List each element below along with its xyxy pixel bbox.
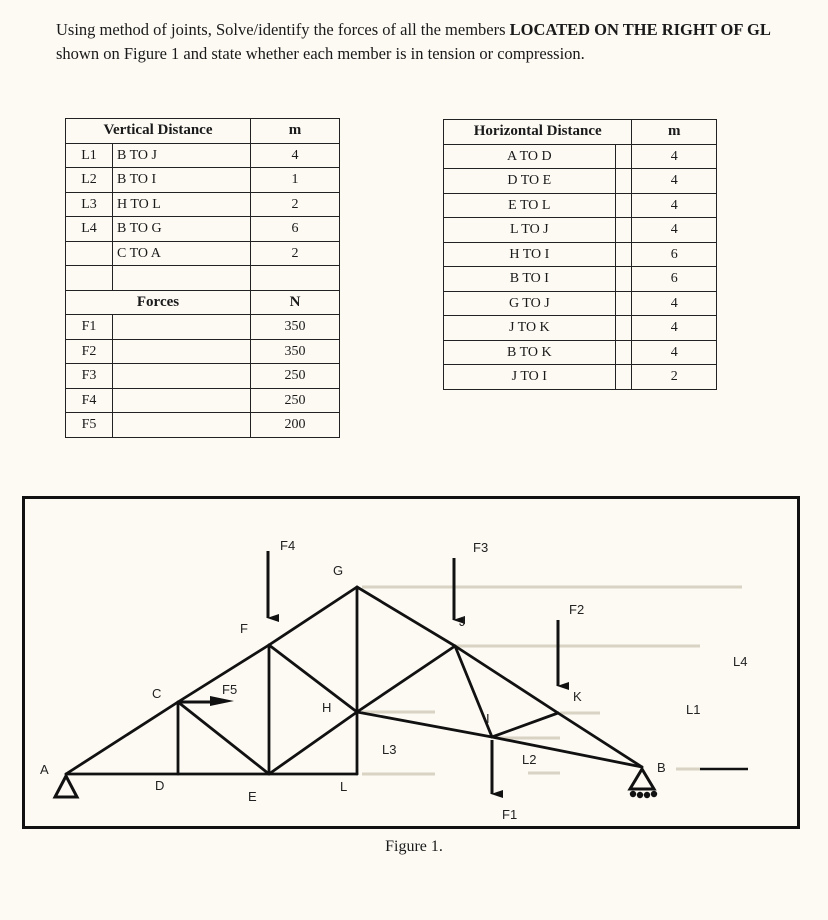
vertical-distance-header: Vertical Distance <box>66 119 251 144</box>
question-line2-text: shown on Figure 1 and state whether each member is in tension or compression. <box>56 44 585 63</box>
joint-label-d: D <box>155 778 165 793</box>
force-id: F4 <box>66 388 113 413</box>
force-label-f5: F5 <box>222 682 238 697</box>
row-label: L TO J <box>444 218 616 243</box>
pin-support-a <box>55 776 77 797</box>
horizontal-unit-header: m <box>632 120 717 145</box>
question-emphasis: LOCATED ON THE RIGHT OF GL <box>509 20 771 39</box>
row-id: L4 <box>66 217 113 242</box>
member-eh <box>269 712 357 774</box>
joint-label-b: B <box>657 760 666 775</box>
row-label: J TO K <box>444 316 616 341</box>
dim-label-l4: L4 <box>733 654 748 669</box>
row-id: L2 <box>66 168 113 193</box>
member-hi <box>357 712 492 737</box>
forces-unit-header: N <box>251 290 340 315</box>
joint-label-i: I <box>486 711 490 726</box>
row-label: B TO G <box>113 217 251 242</box>
joint-label-k: K <box>573 689 582 704</box>
row-value: 2 <box>251 192 340 217</box>
row-label: B TO I <box>444 267 616 292</box>
row-label: H TO L <box>113 192 251 217</box>
dim-label-l1: L1 <box>686 702 701 717</box>
force-label-f4: F4 <box>280 538 296 553</box>
member-fg <box>269 587 357 645</box>
row-label: D TO E <box>444 169 616 194</box>
dim-label-l3: L3 <box>382 742 397 757</box>
row-value: 4 <box>632 291 717 316</box>
member-jk <box>455 646 558 713</box>
member-ik <box>492 713 558 737</box>
row-value: 4 <box>632 193 717 218</box>
row-value: 4 <box>632 218 717 243</box>
row-label: B TO I <box>113 168 251 193</box>
member-fh <box>269 645 357 712</box>
question-line1-text: Using method of joints, Solve/identify the forces of all the members <box>56 20 510 39</box>
joint-label-e: E <box>248 789 257 804</box>
row-value: 4 <box>632 169 717 194</box>
row-value: 6 <box>251 217 340 242</box>
row-value: 4 <box>632 316 717 341</box>
row-value: 4 <box>632 340 717 365</box>
member-ac <box>66 702 178 774</box>
member-gj <box>357 587 455 646</box>
member-ce <box>178 702 269 774</box>
force-label-f3: F3 <box>473 540 489 555</box>
roller-support-b <box>630 769 657 798</box>
row-label: E TO L <box>444 193 616 218</box>
row-value: 6 <box>632 267 717 292</box>
force-value: 250 <box>251 364 340 389</box>
row-value: 6 <box>632 242 717 267</box>
force-label-f1: F1 <box>502 807 518 822</box>
joint-label-c: C <box>152 686 162 701</box>
joint-label-f: F <box>240 621 248 636</box>
force-id: F2 <box>66 339 113 364</box>
row-value: 4 <box>632 144 717 169</box>
vertical-unit-header: m <box>251 119 340 144</box>
force-label-f2: F2 <box>569 602 585 617</box>
row-value: 2 <box>632 365 717 390</box>
row-value: 2 <box>251 241 340 266</box>
row-value: 4 <box>251 143 340 168</box>
row-label: B TO K <box>444 340 616 365</box>
truss-members <box>66 587 642 774</box>
row-label: B TO J <box>113 143 251 168</box>
forces-header: Forces <box>66 290 251 315</box>
joint-label-h: H <box>322 700 332 715</box>
joint-label-g: G <box>333 563 344 578</box>
row-id: L3 <box>66 192 113 217</box>
joint-label-l: L <box>340 779 348 794</box>
force-id: F3 <box>66 364 113 389</box>
joint-label-j: J <box>459 614 466 629</box>
force-value: 200 <box>251 413 340 438</box>
dim-label-l2: L2 <box>522 752 537 767</box>
force-value: 350 <box>251 315 340 340</box>
row-label: H TO I <box>444 242 616 267</box>
force-value: 350 <box>251 339 340 364</box>
joint-label-a: A <box>40 762 49 777</box>
row-value: 1 <box>251 168 340 193</box>
row-label: A TO D <box>444 144 616 169</box>
force-value: 250 <box>251 388 340 413</box>
row-label: J TO I <box>444 365 616 390</box>
dimension-guide-lines <box>362 587 742 774</box>
force-id: F5 <box>66 413 113 438</box>
member-hj <box>357 646 455 712</box>
row-label: C TO A <box>113 241 251 266</box>
figure-caption: Figure 1. <box>385 838 443 855</box>
row-label: G TO J <box>444 291 616 316</box>
arrow-f5 <box>180 696 234 706</box>
force-id: F1 <box>66 315 113 340</box>
horizontal-distance-header: Horizontal Distance <box>444 120 632 145</box>
row-id: L1 <box>66 143 113 168</box>
